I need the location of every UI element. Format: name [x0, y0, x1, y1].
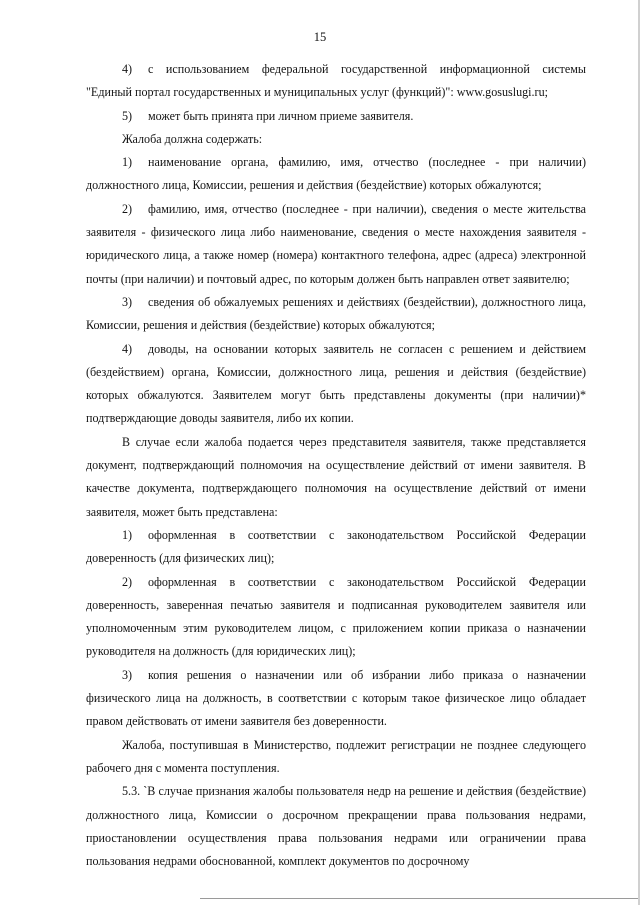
paragraph-registration [86, 734, 586, 781]
paragraph-text: оформленная в соответствии с законодательством Российской Федерации доверенность, заверенная печатью заявителя и подписанная руководителем заявителя или уполномоченным этим руководителем лицом, с приложением копии приказа о назначении руководителя на должность (для юридических лиц); [86, 574, 586, 659]
paragraph-text: Жалоба, поступившая в Министерство, подлежит регистрации не позднее следующего рабочего дня с момента поступления. [86, 737, 586, 775]
paragraph-text: 5.3. `В случае признания жалобы пользователя недр на решение и действия (бездействие) должностного лица, Комиссии о досрочном прекращении права пользования недрами, приостановлении осуществления права пользования недрами или ограничении права пользования недрами обоснованной, комплект документов по досрочному [86, 784, 586, 869]
paragraph-content-item-4 [86, 338, 586, 431]
item-number: 3) [122, 667, 133, 682]
paragraph-content-item-2 [86, 198, 586, 291]
paragraph-text: сведения об обжалуемых решениях и действиях (бездействии), должностного лица, Комиссии, решения и действия (бездействие) которых обжалуются; [86, 294, 586, 333]
item-number: 1) [122, 527, 133, 542]
item-number: 2) [122, 574, 133, 589]
paragraph-content-item-3 [86, 291, 586, 338]
page-number: 15 [313, 30, 327, 44]
item-number: 4) [122, 341, 133, 356]
item-number: 2) [122, 201, 133, 216]
item-number: 1) [122, 155, 133, 170]
paragraph-text: наименование органа, фамилию, имя, отчество (последнее - при наличии) должностного лица, Комиссии, решения и действия (бездействие) которых обжалуются; [86, 155, 586, 193]
document-body [86, 58, 586, 873]
paragraph-text: может быть принята при личном приеме заявителя. [148, 108, 414, 123]
paragraph-text: Жалоба должна содержать: [122, 131, 263, 146]
paragraph-representative [86, 431, 586, 524]
paragraph-text: оформленная в соответствии с законодательством Российской Федерации доверенность (для физических лиц); [86, 527, 586, 566]
scan-bottom-edge [200, 898, 640, 899]
paragraph-text: доводы, на основании которых заявитель не согласен с решением и действием (бездействием) органа, Комиссии, должностного лица, решения и действия (бездействие) которых обжалуются. Заявителем могут быть представлены документы (при наличии)* подтверждающие доводы заявителя, либо их копии. [86, 341, 586, 426]
paragraph-item-4 [86, 58, 586, 105]
paragraph-text: с использованием федеральной государственной информационной системы "Единый портал государственных и муниципальных услуг (функций)": www.gosuslugi.ru; [86, 62, 586, 100]
paragraph-section-5-3 [86, 780, 586, 873]
paragraph-doc-item-3 [86, 664, 586, 734]
paragraph-text: фамилию, имя, отчество (последнее - при наличии), сведения о месте жительства заявителя - физического лица либо наименование, сведения о месте нахождения заявителя - юридического лица, а также номер (номера) контактного телефона, адрес (адреса) электронной почты (при наличии) и почтовый адрес, по которым должен быть направлен ответ заявителю; [86, 201, 586, 286]
item-number: 4) [122, 62, 133, 76]
paragraph-text: копия решения о назначении или об избрании либо приказа о назначении физического лица на должность, в соответствии с которым такое физическое лицо обладает правом действовать от имени заявителя без доверенности. [86, 667, 586, 729]
item-number: 3) [122, 294, 133, 309]
paragraph-complaint-contents [86, 128, 586, 151]
paragraph-item-5 [86, 105, 586, 128]
paragraph-doc-item-1 [86, 524, 586, 571]
item-number: 5) [122, 108, 133, 123]
paragraph-text: В случае если жалоба подается через представителя заявителя, также представляется документ, подтверждающий полномочия на осуществление действий от имени заявителя. В качестве документа, подтверждающего полномочия на осуществление действий от имени заявителя, может быть представлена: [86, 434, 586, 519]
paragraph-content-item-1 [86, 151, 586, 198]
paragraph-doc-item-2 [86, 571, 586, 664]
